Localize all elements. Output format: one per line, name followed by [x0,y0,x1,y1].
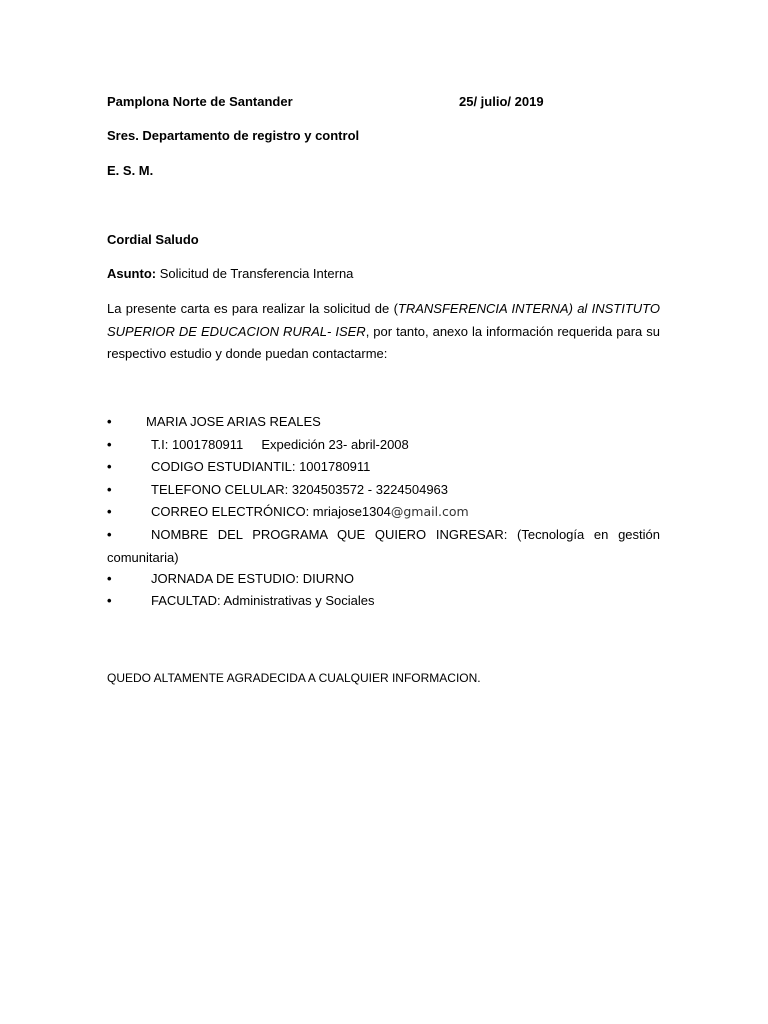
body-italic-institution: TRANSFERENCIA INTERNA) al INSTITUTO SUPERIOR DE EDUCACION RURAL- ISER [107,301,660,339]
letter-esm: E. S. M. [107,163,154,178]
bullet-item-program [107,524,660,569]
bullet-text: T.I: 1001780911 Expedición 23- abril-2008 [151,437,409,452]
bullet-text: CODIGO ESTUDIANTIL: 1001780911 [151,459,371,474]
bullet-text [151,501,469,524]
bullet-text: NOMBRE DEL PROGRAMA QUE QUIERO INGRESAR: (Tecnología en gestión comunitaria) [107,527,660,565]
body-part-1: La presente carta es para realizar la solicitud de ( [107,301,398,316]
bullet-icon: • [107,504,112,519]
letter-recipient: Sres. Departamento de registro y control [107,128,360,143]
bullet-icon: • [107,414,112,429]
letter-body-paragraph [107,298,660,366]
letter-subject [107,265,353,283]
body-part-2: , por tanto, anexo la información requerida para su respectivo estudio y donde puedan contactarme: [107,323,660,361]
letter-closing: QUEDO ALTAMENTE AGRADECIDA A CUALQUIER INFORMACION. [107,671,481,685]
bullet-icon: • [107,527,112,542]
bullet-icon: • [107,482,112,497]
letter-place: Pamplona Norte de Santander [107,94,293,109]
letter-greeting: Cordial Saludo [107,232,199,247]
subject-label: Asunto: [107,266,157,281]
bullet-icon: • [107,571,112,586]
bullet-text: JORNADA DE ESTUDIO: DIURNO [151,571,354,586]
email-label: CORREO ELECTRÓNICO: mriajose1304 [151,504,391,519]
bullet-text: MARIA JOSE ARIAS REALES [146,414,321,429]
bullet-icon: • [107,437,112,452]
letter-date: 25/ julio/ 2019 [459,94,544,109]
bullet-text: TELEFONO CELULAR: 3204503572 - 3224504963 [151,482,449,497]
email-domain: @gmail.com [390,504,469,519]
bullet-text: FACULTAD: Administrativas y Sociales [151,593,375,608]
bullet-icon: • [107,459,112,474]
bullet-icon: • [107,593,112,608]
subject-text: Solicitud de Transferencia Interna [159,266,354,281]
